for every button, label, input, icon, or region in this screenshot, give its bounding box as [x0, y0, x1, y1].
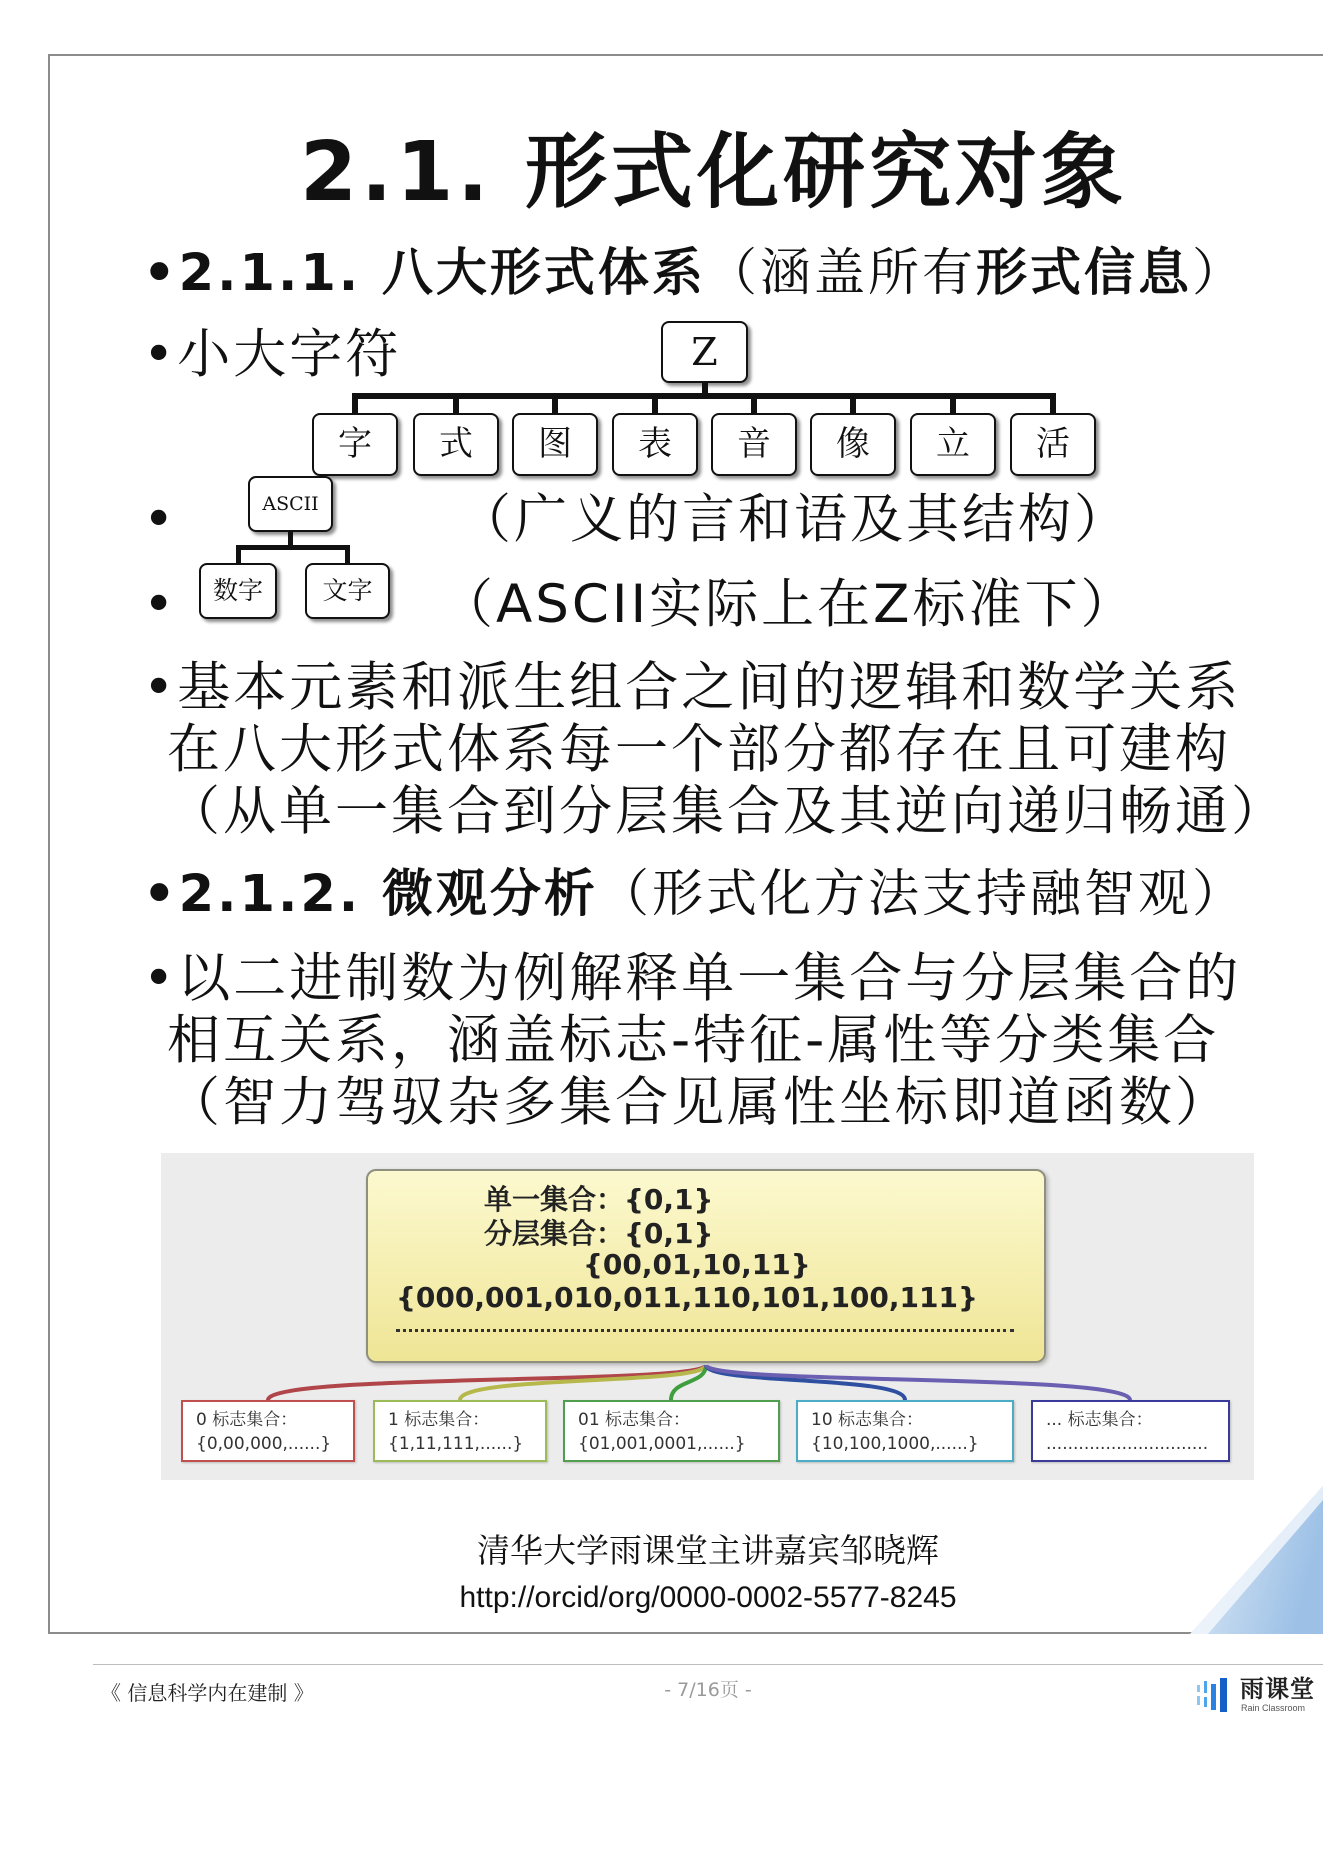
- tree-node-shi: 式: [413, 413, 499, 476]
- tree-connector: [751, 393, 757, 414]
- tree-connector: [236, 545, 241, 564]
- paragraph-1-line: •基本元素和派生组合之间的逻辑和数学关系: [143, 657, 1242, 718]
- rain-classroom-logo-icon: [1196, 1678, 1234, 1712]
- marker-set-box-0: [181, 1400, 355, 1462]
- marker-set-label: 1 标志集合：: [388, 1410, 490, 1430]
- connector-curve-4: [706, 1365, 1130, 1400]
- connector-curve-0: [268, 1365, 706, 1400]
- corner-decoration-icon: [1180, 1480, 1323, 1636]
- paragraph-2-line: •以二进制数为例解释单一集合与分层集合的: [143, 948, 1242, 1009]
- slide-title: 2.1. 形式化研究对象: [300, 125, 1127, 220]
- bullet-marker: •: [143, 574, 178, 635]
- marker-set-box-01: [563, 1400, 780, 1462]
- tree-connector: [652, 393, 658, 414]
- summary-line-layered-set: 分层集合：{0,1}: [484, 1217, 714, 1250]
- bullet-ascii-standard: （ASCII实际上在Z标准下）: [440, 574, 1137, 635]
- marker-set-members: {01,001,0001,......}: [578, 1434, 746, 1454]
- tree-connector: [453, 393, 459, 414]
- marker-set-members: {0,00,000,......}: [196, 1434, 332, 1454]
- marker-set-members: {10,100,1000,......}: [811, 1434, 979, 1454]
- bullet-language-structure: （广义的言和语及其结构）: [458, 489, 1130, 550]
- marker-set-label: 0 标志集合：: [196, 1410, 298, 1430]
- brand-tagline: Rain Classroom: [1241, 1703, 1306, 1713]
- section-heading-2-1-1: [143, 243, 1246, 305]
- marker-set-box-10: [796, 1400, 1014, 1462]
- tree-node-digits: 数字: [199, 563, 277, 619]
- heading-2-normal: （形式化方法支持融智观）: [597, 865, 1246, 924]
- heading-1-normal-b: ）: [1191, 244, 1246, 303]
- heading-1-normal-a: （涵盖所有: [705, 244, 976, 303]
- marker-set-label: 10 标志集合：: [811, 1410, 924, 1430]
- marker-set-label: 01 标志集合：: [578, 1410, 691, 1430]
- footer-document-title: 《 信息科学内在建制 》: [101, 1681, 314, 1705]
- tree-node-biao: 表: [612, 413, 698, 476]
- tree-node-zi: 字: [312, 413, 398, 476]
- orcid-url: http://orcid/org/0000-0002-5577-8245: [459, 1581, 957, 1614]
- tree-node-xiang: 像: [810, 413, 896, 476]
- tree-root-z: Z: [661, 321, 748, 383]
- summary-line-two-digit: {00,01,10,11}: [583, 1248, 811, 1281]
- tree-connector: [552, 393, 558, 414]
- tree-node-yin: 音: [711, 413, 797, 476]
- tree-connector: [352, 393, 358, 414]
- tree-node-huo: 活: [1010, 413, 1096, 476]
- marker-set-box-more: [1031, 1400, 1230, 1462]
- brand-name: 雨课堂: [1240, 1675, 1315, 1703]
- heading-1-bold-lead: •2.1.1. 八大形式体系: [143, 244, 706, 303]
- summary-line-three-digit: {000,001,010,011,110,101,100,111}: [396, 1281, 978, 1314]
- section-heading-2-1-2: [143, 864, 1246, 926]
- heading-2-bold-lead: •2.1.2. 微观分析: [143, 865, 598, 924]
- paragraph-1-line: （从单一集合到分层集合及其逆向递归畅通）: [167, 781, 1287, 842]
- paragraph-1-line: 在八大形式体系每一个部分都存在且可建构: [167, 719, 1231, 780]
- paragraph-2-line: 相互关系，涵盖标志-特征-属性等分类集合: [167, 1010, 1220, 1071]
- connector-curve-1: [460, 1365, 706, 1400]
- marker-set-members: {1,11,111,......}: [388, 1434, 524, 1454]
- bullet-small-large-characters: •小大字符: [143, 324, 402, 385]
- tree-node-li: 立: [910, 413, 996, 476]
- tree-connector: [345, 545, 350, 564]
- heading-1-bold-b: 形式信息: [975, 244, 1192, 303]
- footer-divider: [93, 1664, 1323, 1665]
- tree-connector: [850, 393, 856, 414]
- tree-connector: [1050, 393, 1056, 414]
- tree-node-tu: 图: [512, 413, 598, 476]
- speaker-credit: 清华大学雨课堂主讲嘉宾邹晓辉: [477, 1531, 939, 1570]
- marker-set-box-1: [373, 1400, 547, 1462]
- paragraph-2-line: （智力驾驭杂多集合见属性坐标即道函数）: [167, 1072, 1231, 1133]
- tree-node-letters: 文字: [305, 563, 390, 619]
- connector-curve-3: [706, 1365, 905, 1400]
- tree-connector: [950, 393, 956, 414]
- marker-set-label: ... 标志集合：: [1046, 1410, 1153, 1430]
- bullet-marker: •: [143, 489, 178, 550]
- tree-connector-bar: [236, 545, 350, 550]
- summary-line-single-set: 单一集合：{0,1}: [484, 1183, 714, 1216]
- tree-root-ascii: ASCII: [248, 476, 333, 532]
- footer-page-indicator: - 7/16页 -: [664, 1679, 752, 1701]
- marker-set-members: ..............................: [1046, 1434, 1209, 1454]
